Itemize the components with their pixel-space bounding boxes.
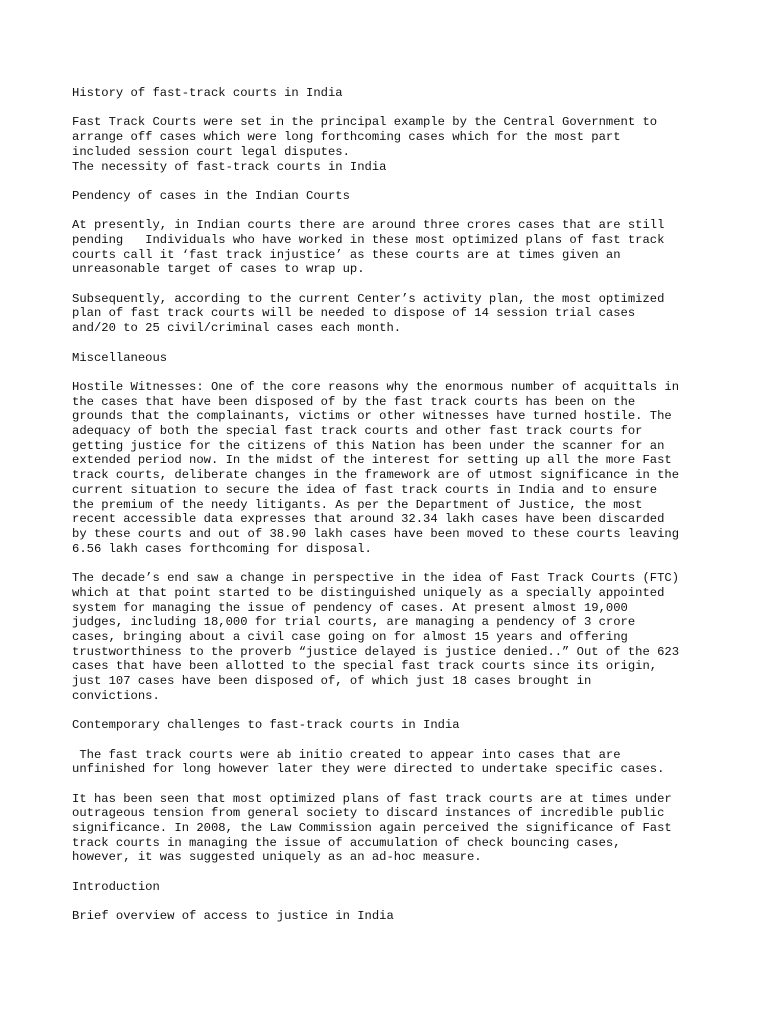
- paragraph-hostile-witnesses: Hostile Witnesses: One of the core reasons why the enormous number of acquittals in the cases that have been disposed of by the fast track courts has been on the grounds that the complainants, victims or other witnesses have turned hostile. The adequacy of both the special fast track courts and other fast track courts for getting justice for the citizens of this Nation has been under the scanner for an extended period now. In the midst of the interest for setting up all the more Fast track courts, deliberate changes in the framework are of utmost significance in the current situation to secure the idea of fast track courts in India and to ensure the premium of the needy litigants. As per the Department of Justice, the most recent accessible data expresses that around 32.34 lakh cases have been discarded by these courts and out of 38.90 lakh cases have been moved to these courts leaving 6.56 lakh cases forthcoming for disposal.: [72, 379, 680, 556]
- heading-contemporary-challenges: Contemporary challenges to fast-track courts in India: [72, 718, 460, 733]
- heading-access-to-justice: Brief overview of access to justice in India: [72, 909, 394, 924]
- paragraph-law-commission: It has been seen that most optimized plans of fast track courts are at times under outrageous tension from general society to discard instances of incredible public significance. In 2008, the Law Commission again perceived the significance of Fast track courts in managing the issue of accumulation of check bouncing cases, however, it was suggested uniquely as an ad-hoc measure.: [72, 791, 672, 865]
- document-page: [72, 86, 712, 939]
- paragraph-ab-initio: The fast track courts were ab initio created to appear into cases that are unfinished for long however later they were directed to undertake specific cases.: [72, 747, 665, 777]
- heading-introduction: Introduction: [72, 879, 160, 894]
- paragraph-activity-plan: Subsequently, according to the current Center’s activity plan, the most optimized plan of fast track courts will be needed to dispose of 14 session trial cases and/20 to 25 civil/criminal cases each month.: [72, 291, 665, 336]
- heading-necessity: The necessity of fast-track courts in India: [72, 159, 387, 174]
- heading-pendency: Pendency of cases in the Indian Courts: [72, 188, 350, 203]
- paragraph-decade-end: The decade’s end saw a change in perspective in the idea of Fast Track Courts (FTC) which at that point started to be distinguished uniquely as a specially appointed system for managing the issue of pendency of cases. At present almost 19,000 judges, including 18,000 for trial courts, are managing a pendency of 3 crore cases, bringing about a civil case going on for almost 15 years and offering trustworthiness to the proverb “justice delayed is justice denied..” Out of the 623 cases that have been allotted to the special fast track courts since its origin, just 107 cases have been disposed of, of which just 18 cases brought in convictions.: [72, 571, 680, 703]
- heading-miscellaneous: Miscellaneous: [72, 350, 168, 365]
- heading-history: History of fast-track courts in India: [72, 86, 343, 100]
- paragraph-fast-track-intro: Fast Track Courts were set in the principal example by the Central Government to arrange off cases which were long forthcoming cases which for the most part included session court legal disputes.: [72, 115, 658, 159]
- paragraph-pendency: At presently, in Indian courts there are around three crores cases that are still pending Individuals who have worked in these most optimized plans of fast track courts call it ‘fast track injustice’ as these courts are at times given an unreasonable target of cases to wrap up.: [72, 218, 665, 277]
